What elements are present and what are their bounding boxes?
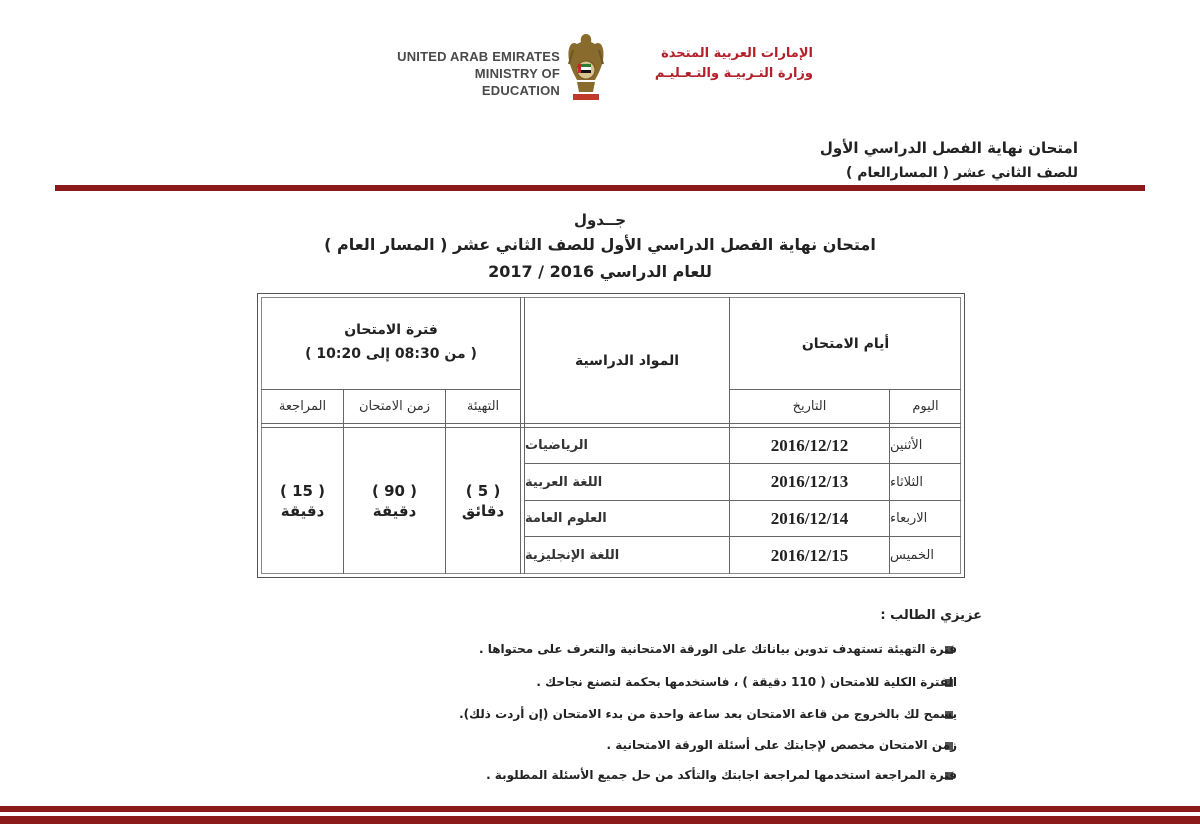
prep-duration <box>446 428 520 574</box>
note-item-1: فترة التهيئة تستهدف تدوين بياناتك على الورقة الامتحانية والتعرف على محتواها . <box>478 642 957 656</box>
banner-title: امتحان نهاية الفصل الدراسي الأول <box>819 139 1078 157</box>
notes-title: عزيزي الطالب : <box>880 608 982 623</box>
row-3-date: 2016/12/14 <box>770 508 849 528</box>
row-4-subject: اللغة الإنجليزية <box>525 548 620 563</box>
row-2-date: 2016/12/13 <box>770 472 849 491</box>
note-item-5: فترة المراجعة استخدمها لمراجعة اجابتك والتأكد من حل جميع الأسئلة المطلوبة . <box>486 768 957 782</box>
banner-subtitle: للصف الثاني عشر ( المسارالعام ) <box>845 165 1078 181</box>
subheader-prep: التهيئة <box>466 399 500 414</box>
exam-duration <box>344 428 445 574</box>
header-exam-period <box>262 310 520 374</box>
subheader-exam-time: زمن الامتحان <box>358 399 431 414</box>
row-1-date: 2016/12/12 <box>770 435 849 455</box>
row-3-subject: العلوم العامة <box>525 511 607 526</box>
note-item-2: الفترة الكلية للامتحان ( 110 دقيقة ) ، فاستخدمها بحكمة لتصنع نجاحك . <box>536 675 957 689</box>
ministry-name-arabic <box>608 44 813 84</box>
exam-unit: دقيقة <box>372 502 417 520</box>
ministry-name-english <box>395 48 560 99</box>
header-period-label: فترة الامتحان <box>344 322 438 338</box>
exam-value: ( 90 ) <box>371 482 418 500</box>
country-name-arabic: الإمارات العربية المتحدة <box>661 46 813 61</box>
review-value: ( 15 ) <box>279 482 326 500</box>
schedule-title: امتحان نهاية الفصل الدراسي الأول للصف الثاني عشر ( المسار العام ) <box>324 235 876 254</box>
header-subjects: المواد الدراسية <box>574 352 680 369</box>
review-unit: دقيقة <box>280 502 325 520</box>
note-item-3: يسمح لك بالخروج من قاعة الامتحان بعد ساعة واحدة من بدء الامتحان (إن أردت ذلك). <box>459 707 957 721</box>
row-1-day: الأثنين <box>890 438 923 453</box>
schedule-heading: جــدول <box>573 211 627 229</box>
ministry-title-english: MINISTRY OF EDUCATION <box>474 66 560 98</box>
row-1-subject: الرياضيات <box>525 438 589 453</box>
note-item-4: زمن الامتحان مخصص لإجابتك على أسئلة الورقة الامتحانية . <box>606 738 957 752</box>
footer-stripe-bottom <box>0 816 1200 824</box>
header-exam-days: أيام الامتحان <box>801 335 890 352</box>
prep-value: ( 5 ) <box>465 482 501 500</box>
uae-emblem-icon <box>565 30 607 108</box>
review-duration <box>262 428 343 574</box>
country-name-english: UNITED ARAB EMIRATES <box>397 49 560 64</box>
row-2-day: الثلاثاء <box>890 474 923 490</box>
row-2-subject: اللغة العربية <box>525 474 603 490</box>
col-divider-subjects <box>520 297 521 574</box>
subheader-day: اليوم <box>912 399 939 414</box>
row-3-day: الاربعاء <box>890 511 928 526</box>
row-4-day: الخميس <box>890 548 934 563</box>
subheader-review: المراجعة <box>278 399 327 414</box>
subheader-date: التاريخ <box>792 399 827 414</box>
prep-unit: دقائق <box>461 502 505 520</box>
header-period-range: ( من 08:30 إلى 10:20 ) <box>305 346 477 362</box>
banner-divider <box>55 185 1145 191</box>
row-divider-subheader <box>261 423 961 424</box>
row-4-date: 2016/12/15 <box>770 545 849 565</box>
schedule-year: للعام الدراسي 2016 / 2017 <box>488 262 712 281</box>
footer-stripe-top <box>0 806 1200 812</box>
ministry-title-arabic: وزارة التـربيـة والتـعـليـم <box>654 66 813 81</box>
